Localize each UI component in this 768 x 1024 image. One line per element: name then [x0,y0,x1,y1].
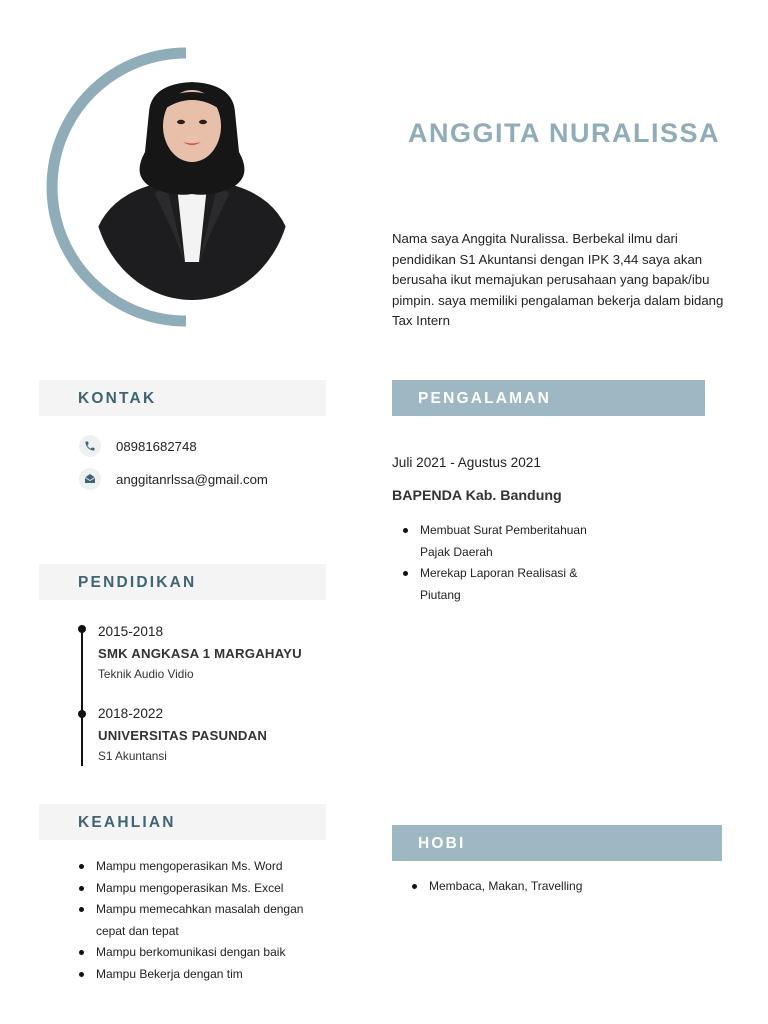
education-school: SMK ANGKASA 1 MARGAHAYU [98,646,302,661]
pendidikan-title: PENDIDIKAN [78,574,197,591]
profile-summary: Nama saya Anggita Nuralissa. Berbekal ilmu dari pendidikan S1 Akuntansi dengan IPK 3,44 saya akan berusaha ikut memajukan perusahaan yang bapak/ibu pimpin. saya memiliki pengalaman bekerja dalam bidang Tax Intern [392,231,724,329]
hobi-title: HOBI [418,835,466,852]
timeline-dot [78,710,86,718]
contact-email: anggitanrlssa@gmail.com [116,471,268,487]
education-years: 2018-2022 [98,706,164,721]
experience-list [403,520,618,606]
pengalaman-header [392,380,705,416]
education-years: 2015-2018 [98,624,164,639]
list-item: Mampu memecahkan masalah dengan cepat dan tepat [79,899,309,942]
hobby-list [412,876,712,898]
list-item: Mampu Bekerja dengan tim [79,964,329,986]
hobi-header [392,825,722,861]
list-item: Mampu mengoperasikan Ms. Excel [79,878,329,900]
keahlian-header [39,804,326,840]
contact-email-row [79,468,268,490]
list-item: Membuat Surat Pemberitahuan Pajak Daerah [403,520,618,563]
timeline-dot [78,625,86,633]
education-school: UNIVERSITAS PASUNDAN [98,728,268,743]
pendidikan-header [39,564,326,600]
person-illustration [93,82,291,300]
list-item: Membaca, Makan, Travelling [412,876,712,898]
experience-organization: BAPENDA Kab. Bandung [392,488,562,504]
contact-phone-row [79,435,197,457]
education-item [98,706,267,763]
mail-icon [79,468,101,490]
phone-icon [79,435,101,457]
applicant-name: ANGGITA NURALISSA [408,118,720,148]
education-major: S1 Akuntansi [98,749,167,763]
list-item: Merekap Laporan Realisasi & Piutang [403,563,603,606]
education-major: Teknik Audio Vidio [98,667,194,681]
experience-date: Juli 2021 - Agustus 2021 [392,455,541,470]
skills-list [79,856,329,985]
list-item: Mampu berkomunikasi dengan baik [79,942,329,964]
pengalaman-title: PENGALAMAN [418,390,552,407]
list-item: Mampu mengoperasikan Ms. Word [79,856,329,878]
timeline-line [81,628,83,766]
profile-photo [93,82,291,300]
contact-phone: 08981682748 [116,438,197,454]
education-item [98,624,302,681]
kontak-title: KONTAK [78,390,157,407]
keahlian-title: KEAHLIAN [78,814,176,831]
kontak-header [39,380,326,416]
